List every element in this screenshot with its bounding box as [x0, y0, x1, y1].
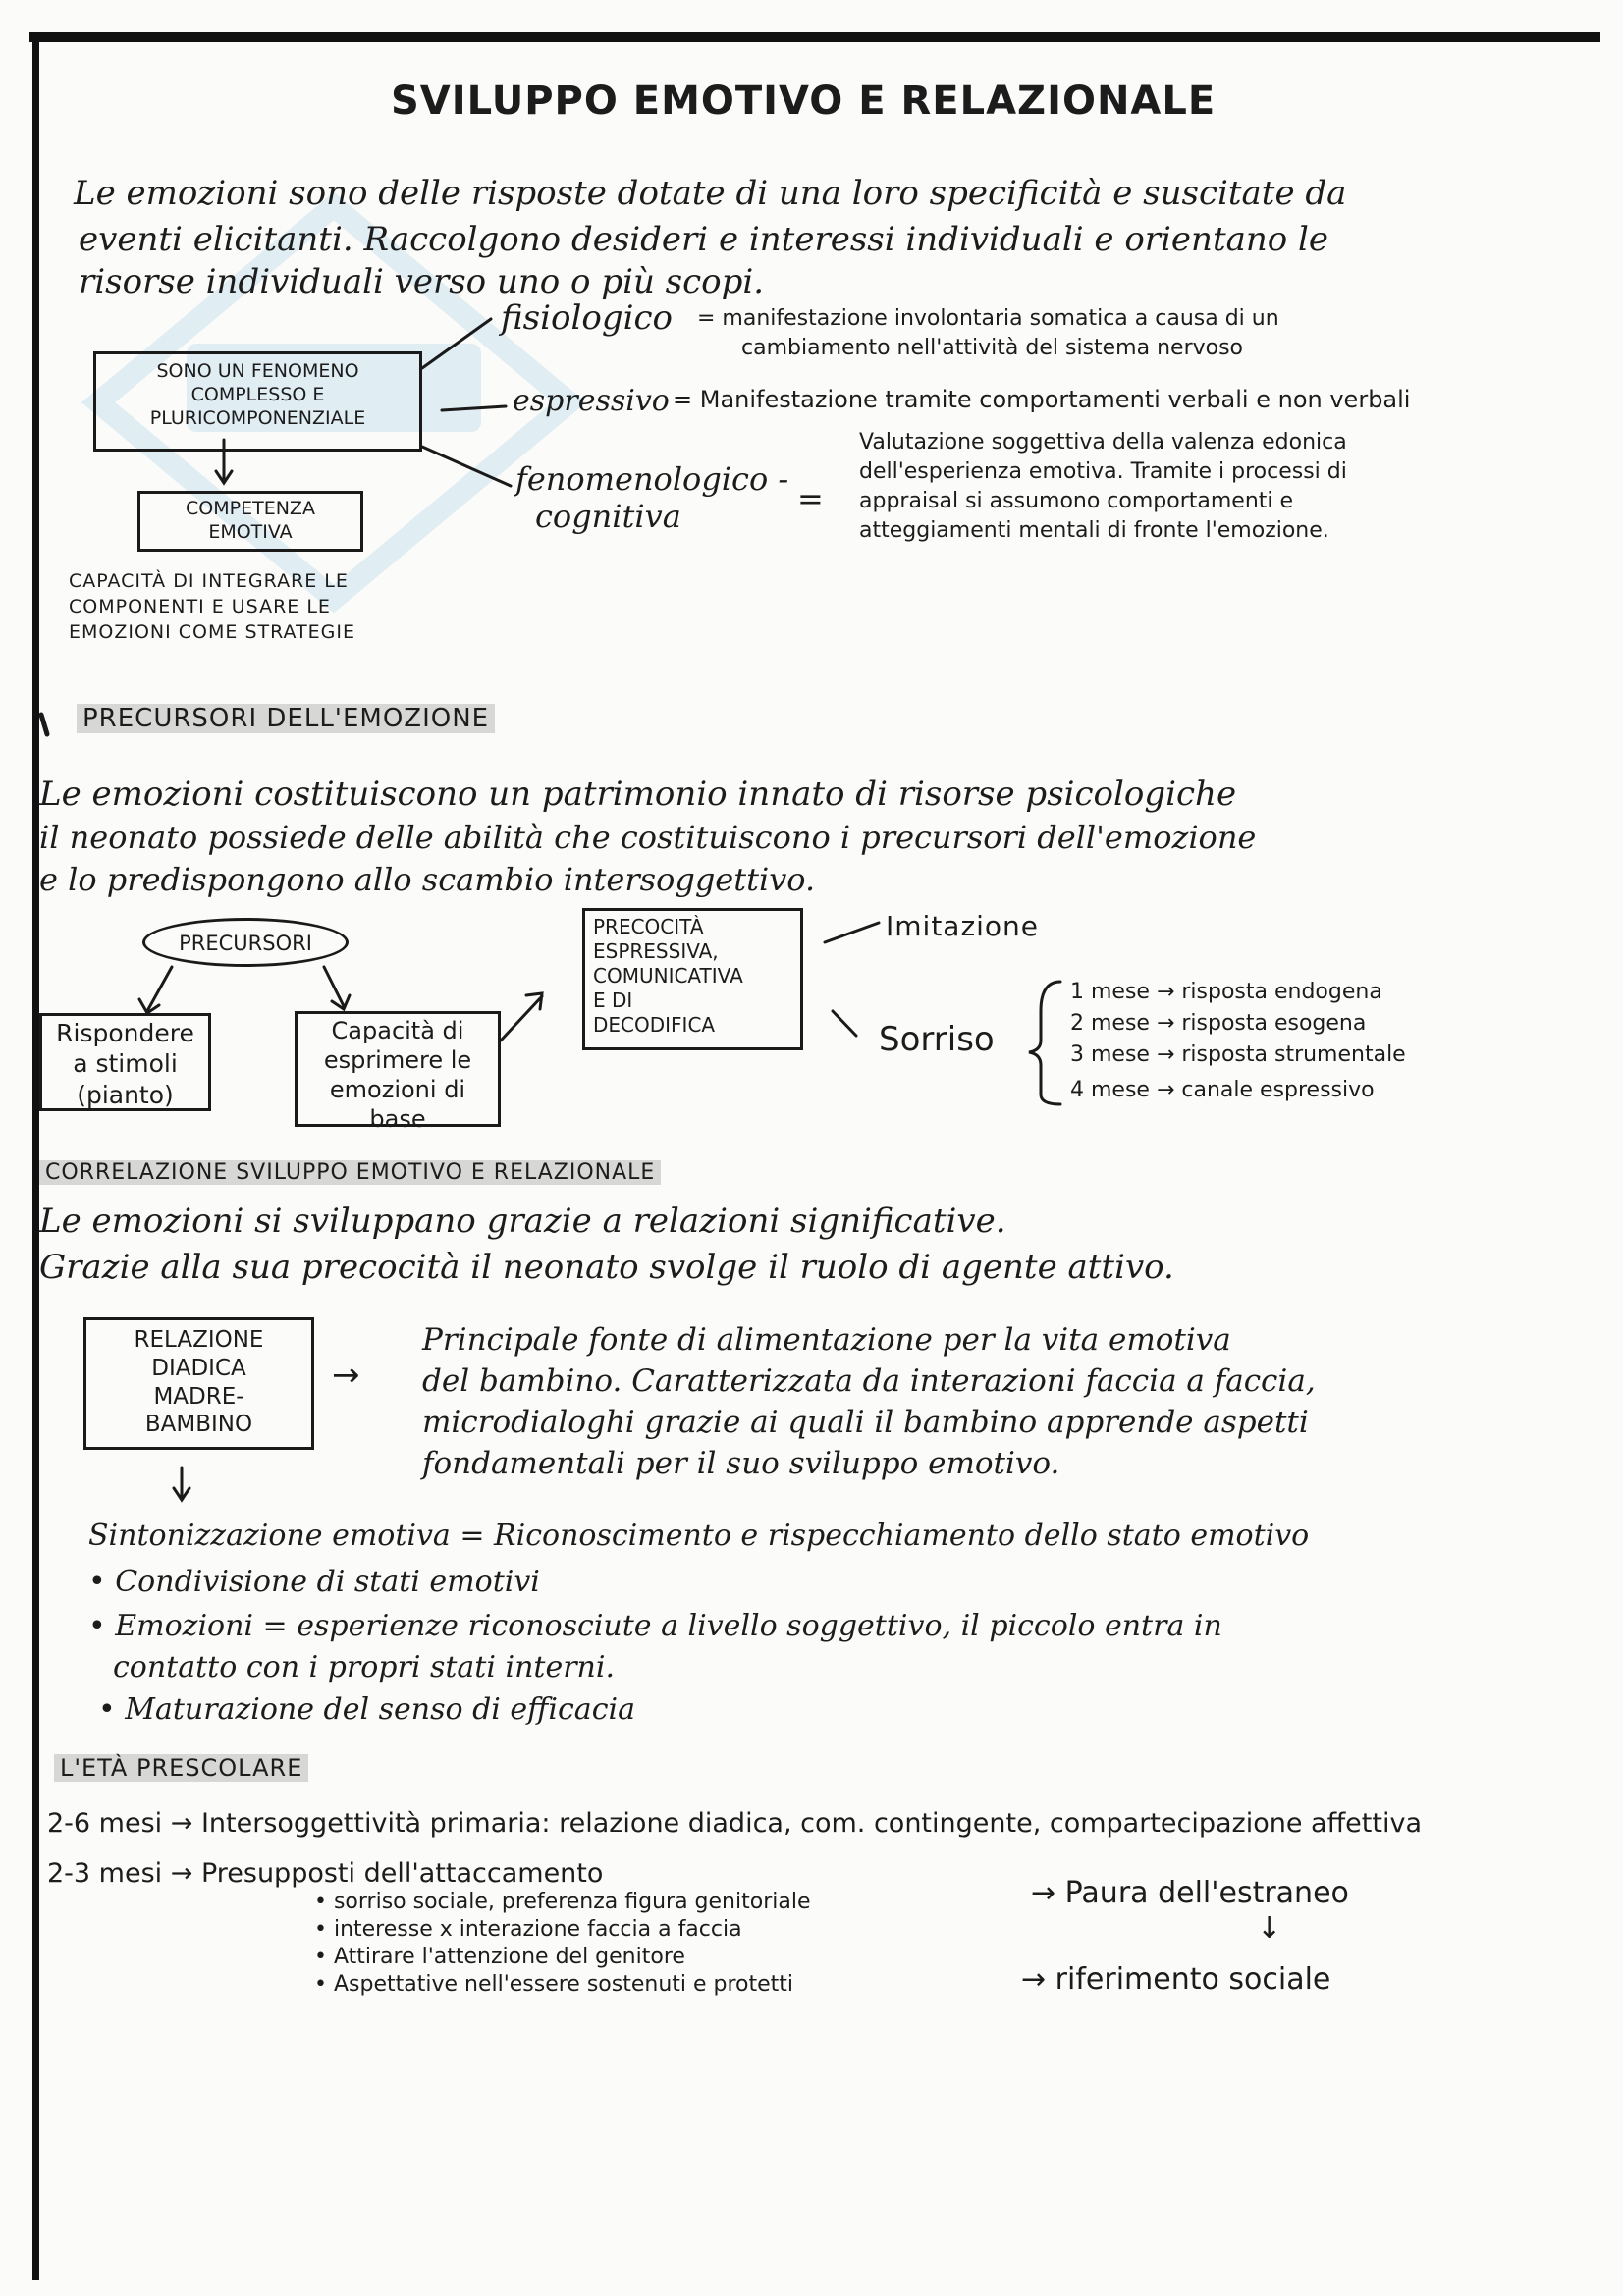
- precursori-oval-label: PRECURSORI: [179, 932, 312, 955]
- relazione-diadica-box: [83, 1317, 314, 1450]
- prescolare-item-4: • Aspettative nell'essere sostenuti e protetti: [314, 1972, 794, 1997]
- relazione-line: MADRE-: [153, 1383, 244, 1410]
- intro-line-3: risorse individuali verso uno o più scopi.: [79, 262, 765, 301]
- fisiologico-def-2: cambiamento nell'attività del sistema nervoso: [741, 336, 1244, 360]
- sorriso-item-4: 4 mese → canale espressivo: [1070, 1078, 1375, 1102]
- prescolare-heading-text: L'ETÀ PRESCOLARE: [54, 1754, 308, 1782]
- rispondere-line: a stimoli: [73, 1049, 178, 1079]
- imitazione-label: Imitazione: [886, 910, 1040, 942]
- correlazione-text-2: Grazie alla sua precocità il neonato svolge il ruolo di agente attivo.: [39, 1248, 1174, 1287]
- sorriso-item-1: 1 mese → risposta endogena: [1070, 980, 1382, 1004]
- capacita-esprimere-line: esprimere le: [323, 1046, 472, 1074]
- relazione-line: BAMBINO: [144, 1412, 253, 1438]
- fenomenologico-def-3: appraisal si assumono comportamenti e: [859, 489, 1294, 513]
- relazione-desc-3: microdialoghi grazie ai quali il bambino apprende aspetti: [422, 1405, 1309, 1440]
- precursori-text-3: e lo predispongono allo scambio intersoggettivo.: [39, 861, 816, 898]
- precursori-heading-text: PRECURSORI DELL'EMOZIONE: [77, 704, 495, 733]
- page-top-border: [29, 32, 1600, 42]
- fenomenologico-label-2: cognitiva: [535, 498, 681, 535]
- fenomeno-line: COMPLESSO E: [190, 383, 325, 405]
- fenomenologico-label-1: fenomenologico -: [515, 460, 789, 498]
- rispondere-line: (pianto): [77, 1080, 174, 1109]
- capacita-line-3: EMOZIONI COME STRATEGIE: [69, 621, 356, 643]
- correlazione-heading-text: CORRELAZIONE SVILUPPO EMOTIVO E RELAZIONALE: [39, 1160, 661, 1185]
- competenza-box: [137, 491, 363, 552]
- prescolare-item-1: • sorriso sociale, preferenza figura genitoriale: [314, 1890, 811, 1914]
- bullet-condivisione: • Condivisione di stati emotivi: [88, 1565, 540, 1599]
- relazione-desc-1: Principale fonte di alimentazione per la vita emotiva: [422, 1322, 1231, 1358]
- rispondere-box: [39, 1013, 211, 1111]
- relazione-desc-2: del bambino. Caratterizzata da interazioni faccia a faccia,: [422, 1363, 1316, 1399]
- precursori-oval: [142, 918, 349, 967]
- fenomeno-line: PLURICOMPONENZIALE: [149, 406, 366, 429]
- rispondere-line: Rispondere: [56, 1019, 194, 1047]
- paura-estraneo: → Paura dell'estraneo: [1031, 1876, 1349, 1910]
- relazione-line: DIADICA: [151, 1355, 246, 1381]
- fisiologico-def-1: = manifestazione involontaria somatica a causa di un: [697, 306, 1279, 331]
- competenza-line: COMPETENZA: [186, 498, 315, 519]
- intro-line-1: Le emozioni sono delle risposte dotate di una loro specificità e suscitate da: [74, 174, 1347, 213]
- precocita-line: PRECOCITÀ: [593, 915, 704, 938]
- prescolare-item-3: • Attirare l'attenzione del genitore: [314, 1945, 685, 1969]
- precursori-text-2: il neonato possiede delle abilità che costituiscono i precursori dell'emozione: [39, 819, 1257, 856]
- relazione-line: RELAZIONE: [134, 1327, 264, 1353]
- prescolare-item-2: • interesse x interazione faccia a faccia: [314, 1917, 742, 1942]
- capacita-line-2: COMPONENTI E USARE LE: [69, 596, 331, 617]
- prescolare-heading: [54, 1755, 308, 1783]
- sorriso-label: Sorriso: [879, 1020, 995, 1059]
- fenomenologico-eq: =: [797, 480, 824, 517]
- sorriso-item-2: 2 mese → risposta esogena: [1070, 1011, 1367, 1036]
- page-left-border: [32, 32, 39, 2280]
- capacita-esprimere-box: [295, 1011, 501, 1133]
- precocita-line: COMUNICATIVA: [593, 964, 743, 988]
- fenomenologico-def-1: Valutazione soggettiva della valenza edonica: [859, 430, 1347, 454]
- capacita-esprimere-line: base: [369, 1105, 426, 1133]
- riferimento-sociale: → riferimento sociale: [1021, 1962, 1331, 1997]
- espressivo-label: espressivo: [513, 384, 670, 418]
- fenomeno-line: SONO UN FENOMENO: [156, 360, 359, 382]
- fenomenologico-def-4: atteggiamenti mentali di fronte l'emozione.: [859, 518, 1329, 543]
- capacita-line-1: CAPACITÀ DI INTEGRARE LE: [69, 570, 349, 592]
- prescolare-row-1: 2-6 mesi → Intersoggettività primaria: relazione diadica, com. contingente, compartecipazione affettiva: [47, 1808, 1422, 1839]
- bullet-emozioni: • Emozioni = esperienze riconosciute a livello soggettivo, il piccolo entra in: [88, 1609, 1222, 1643]
- fenomeno-box: [93, 351, 422, 452]
- precocita-box: [582, 908, 803, 1050]
- prescolare-row-2: 2-3 mesi → Presupposti dell'attaccamento: [47, 1858, 604, 1889]
- sintonizzazione-line: Sintonizzazione emotiva = Riconoscimento e rispecchiamento dello stato emotivo: [88, 1519, 1310, 1553]
- correlazione-text-1: Le emozioni si sviluppano grazie a relazioni significative.: [39, 1201, 1006, 1241]
- page-title: SVILUPPO EMOTIVO E RELAZIONALE: [391, 79, 1217, 124]
- correlazione-heading: [39, 1160, 661, 1185]
- capacita-esprimere-line: emozioni di: [329, 1076, 466, 1103]
- precocita-line: E DI: [593, 988, 633, 1012]
- capacita-esprimere-line: Capacità di: [331, 1017, 464, 1044]
- relazione-arrow: →: [332, 1356, 360, 1395]
- bullet-maturazione: • Maturazione del senso di efficacia: [98, 1692, 635, 1727]
- espressivo-def: = Manifestazione tramite comportamenti verbali e non verbali: [673, 386, 1411, 413]
- paura-down-arrow: ↓: [1257, 1911, 1282, 1946]
- fenomenologico-def-2: dell'esperienza emotiva. Tramite i processi di: [859, 459, 1347, 484]
- fisiologico-label: fisiologico: [501, 298, 673, 338]
- sorriso-item-3: 3 mese → risposta strumentale: [1070, 1042, 1406, 1067]
- bullet-emozioni-cont: contatto con i propri stati interni.: [113, 1650, 616, 1684]
- precursori-heading: [77, 705, 495, 734]
- precocita-line: DECODIFICA: [593, 1013, 716, 1037]
- intro-line-2: eventi elicitanti. Raccolgono desideri e interessi individuali e orientano le: [79, 220, 1329, 259]
- precocita-line: ESPRESSIVA,: [593, 939, 719, 963]
- relazione-desc-4: fondamentali per il suo sviluppo emotivo.: [422, 1446, 1060, 1481]
- competenza-line: EMOTIVA: [208, 520, 293, 543]
- precursori-text-1: Le emozioni costituiscono un patrimonio innato di risorse psicologiche: [39, 774, 1237, 814]
